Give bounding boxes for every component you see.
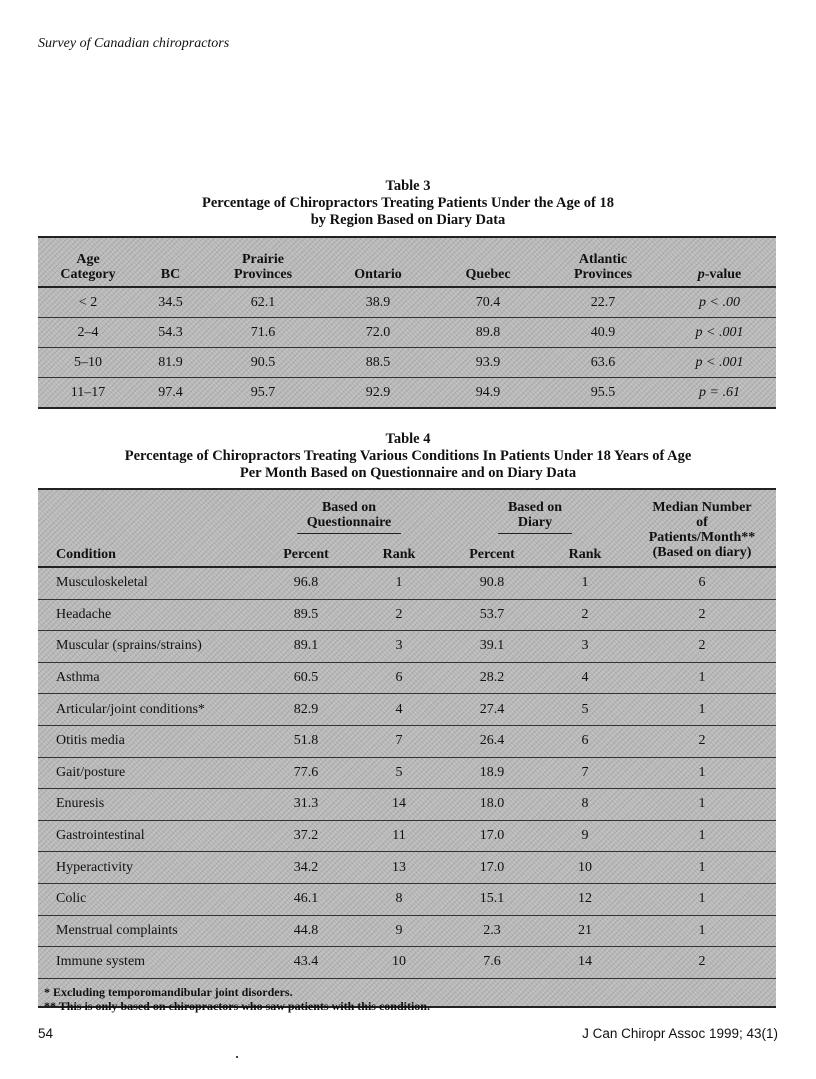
cell-median: 6	[628, 567, 776, 599]
cell-d-rank: 4	[542, 662, 628, 694]
header-percent-questionnaire: Percent	[256, 534, 356, 567]
table3-header-row	[38, 238, 776, 287]
table4-title-line2: Per Month Based on Questionnaire and on Diary Data	[239, 465, 577, 481]
cell-prairie: 90.5	[203, 348, 323, 378]
table-row	[38, 757, 776, 789]
cell-d-percent: 2.3	[442, 915, 542, 947]
cell-d-rank: 1	[542, 567, 628, 599]
table3	[38, 236, 776, 409]
header-ontario: Ontario	[323, 238, 433, 287]
cell-q-rank: 5	[356, 757, 442, 789]
table4-title-line1: Percentage of Chiropractors Treating Various Conditions In Patients Under 18 Years of Age	[124, 448, 692, 464]
cell-condition: Hyperactivity	[38, 852, 256, 884]
table-row	[38, 348, 776, 378]
header-rank-diary: Rank	[542, 534, 628, 567]
cell-d-percent: 53.7	[442, 599, 542, 631]
cell-q-percent: 37.2	[256, 820, 356, 852]
cell-q-rank: 13	[356, 852, 442, 884]
cell-q-percent: 46.1	[256, 883, 356, 915]
cell-d-rank: 2	[542, 599, 628, 631]
cell-condition: Musculoskeletal	[38, 567, 256, 599]
cell-prairie: 71.6	[203, 318, 323, 348]
cell-q-rank: 14	[356, 789, 442, 821]
cell-median: 1	[628, 852, 776, 884]
cell-ontario: 38.9	[323, 287, 433, 318]
cell-q-rank: 7	[356, 725, 442, 757]
cell-q-percent: 51.8	[256, 725, 356, 757]
cell-q-percent: 34.2	[256, 852, 356, 884]
cell-median: 2	[628, 725, 776, 757]
cell-q-rank: 11	[356, 820, 442, 852]
cell-condition: Enuresis	[38, 789, 256, 821]
cell-bc: 54.3	[138, 318, 203, 348]
cell-d-rank: 14	[542, 947, 628, 979]
table4-label: Table 4	[385, 431, 431, 447]
cell-median: 2	[628, 631, 776, 663]
cell-quebec: 70.4	[433, 287, 543, 318]
header-condition: Condition	[38, 534, 256, 567]
cell-d-rank: 10	[542, 852, 628, 884]
cell-median: 1	[628, 883, 776, 915]
cell-median: 1	[628, 662, 776, 694]
cell-q-rank: 2	[356, 599, 442, 631]
cell-q-rank: 9	[356, 915, 442, 947]
footnote-double-asterisk: ** This is only based on chiropractors who saw patients with this condition.	[44, 998, 430, 1013]
cell-q-rank: 1	[356, 567, 442, 599]
header-atlantic: Atlantic Provinces	[543, 238, 663, 287]
cell-quebec: 93.9	[433, 348, 543, 378]
cell-condition: Asthma	[38, 662, 256, 694]
cell-d-percent: 28.2	[442, 662, 542, 694]
cell-d-percent: 90.8	[442, 567, 542, 599]
cell-age: < 2	[38, 287, 138, 318]
cell-bc: 97.4	[158, 384, 183, 400]
cell-d-rank: 3	[542, 631, 628, 663]
cell-d-percent: 18.9	[442, 757, 542, 789]
cell-d-percent: 17.0	[442, 820, 542, 852]
table4-footnotes	[38, 979, 776, 1017]
cell-condition: Articular/joint conditions*	[38, 694, 256, 726]
header-median-number: Median Number of Patients/Month** (Based on diary)	[628, 490, 776, 567]
table-row	[38, 852, 776, 884]
cell-d-percent: 18.0	[442, 789, 542, 821]
cell-q-rank: 8	[356, 883, 442, 915]
cell-atlantic: 63.6	[543, 348, 663, 378]
header-based-on-diary: Based on Diary	[442, 490, 628, 534]
header-age-category: Age Category	[38, 238, 138, 287]
cell-median: 2	[628, 599, 776, 631]
cell-condition: Otitis media	[38, 725, 256, 757]
cell-q-percent: 44.8	[256, 915, 356, 947]
cell-condition: Muscular (sprains/strains)	[38, 631, 256, 663]
table-row	[38, 287, 776, 318]
cell-median: 2	[628, 947, 776, 979]
table-row	[38, 820, 776, 852]
cell-quebec: 89.8	[433, 318, 543, 348]
cell-bc: 81.9	[138, 348, 203, 378]
table4-caption	[0, 431, 816, 482]
cell-p-value: p < .001	[663, 318, 776, 348]
cell-q-percent: 60.5	[256, 662, 356, 694]
cell-q-rank: 6	[356, 662, 442, 694]
header-bc: BC	[138, 238, 203, 287]
header-blank	[38, 490, 256, 534]
cell-age: 11–17	[70, 384, 106, 400]
cell-ontario: 92.9	[365, 384, 391, 400]
footnote-single-asterisk: * Excluding temporomandibular joint disorders.	[44, 984, 293, 999]
cell-condition: Headache	[38, 599, 256, 631]
cell-prairie: 95.7	[250, 384, 276, 400]
scan-speck	[236, 1056, 238, 1058]
cell-d-rank: 6	[542, 725, 628, 757]
cell-condition: Gastrointestinal	[38, 820, 256, 852]
table3-label: Table 3	[385, 178, 431, 194]
header-quebec: Quebec	[433, 238, 543, 287]
running-head: Survey of Canadian chiropractors	[38, 36, 230, 51]
cell-ontario: 72.0	[323, 318, 433, 348]
header-percent-diary: Percent	[442, 534, 542, 567]
table-row	[38, 318, 776, 348]
cell-condition: Menstrual complaints	[38, 915, 256, 947]
cell-d-percent: 15.1	[442, 883, 542, 915]
table3-title-line1: Percentage of Chiropractors Treating Patients Under the Age of 18	[202, 195, 614, 211]
cell-q-percent: 89.5	[256, 599, 356, 631]
cell-condition: Colic	[38, 883, 256, 915]
cell-q-percent: 82.9	[256, 694, 356, 726]
header-rank-questionnaire: Rank	[356, 534, 442, 567]
cell-condition: Gait/posture	[38, 757, 256, 789]
table-row	[38, 599, 776, 631]
cell-age: 2–4	[38, 318, 138, 348]
cell-q-rank: 3	[356, 631, 442, 663]
cell-q-percent: 77.6	[256, 757, 356, 789]
table-row	[38, 883, 776, 915]
cell-q-percent: 43.4	[256, 947, 356, 979]
cell-median: 1	[628, 757, 776, 789]
cell-d-rank: 8	[542, 789, 628, 821]
cell-atlantic: 22.7	[543, 287, 663, 318]
cell-d-percent: 17.0	[442, 852, 542, 884]
table-row	[38, 947, 776, 979]
cell-bc: 34.5	[138, 287, 203, 318]
cell-ontario: 88.5	[323, 348, 433, 378]
header-prairie: Prairie Provinces	[203, 238, 323, 287]
table-row	[38, 694, 776, 726]
cell-q-percent: 31.3	[256, 789, 356, 821]
cell-median: 1	[628, 820, 776, 852]
table-row	[38, 378, 776, 408]
cell-condition: Immune system	[38, 947, 256, 979]
table4	[38, 488, 776, 1013]
cell-d-rank: 7	[542, 757, 628, 789]
table-row	[38, 662, 776, 694]
cell-d-percent: 7.6	[442, 947, 542, 979]
cell-d-percent: 27.4	[442, 694, 542, 726]
cell-p-value: p < .00	[663, 287, 776, 318]
cell-d-percent: 26.4	[442, 725, 542, 757]
cell-p-value: p = .61	[699, 384, 740, 400]
cell-age: 5–10	[38, 348, 138, 378]
cell-d-rank: 12	[542, 883, 628, 915]
table-row	[38, 789, 776, 821]
cell-median: 1	[628, 915, 776, 947]
table-row	[38, 567, 776, 599]
header-p-value: p-value	[663, 238, 776, 287]
cell-q-percent: 96.8	[256, 567, 356, 599]
cell-d-rank: 9	[542, 820, 628, 852]
cell-d-percent: 39.1	[442, 631, 542, 663]
cell-atlantic: 95.5	[590, 384, 616, 400]
cell-prairie: 62.1	[203, 287, 323, 318]
cell-atlantic: 40.9	[543, 318, 663, 348]
journal-citation: J Can Chiropr Assoc 1999; 43(1)	[582, 1026, 778, 1041]
cell-q-percent: 89.1	[256, 631, 356, 663]
cell-d-rank: 5	[542, 694, 628, 726]
cell-q-rank: 10	[356, 947, 442, 979]
header-based-on-questionnaire: Based on Questionnaire	[256, 490, 442, 534]
table-row	[38, 915, 776, 947]
table4-group-header-row	[38, 490, 776, 534]
page-number: 54	[38, 1026, 54, 1041]
cell-p-value: p < .001	[663, 348, 776, 378]
cell-median: 1	[628, 694, 776, 726]
cell-d-rank: 21	[542, 915, 628, 947]
cell-q-rank: 4	[356, 694, 442, 726]
table3-title-line2: by Region Based on Diary Data	[310, 212, 506, 228]
cell-quebec: 94.9	[475, 384, 501, 400]
cell-median: 1	[628, 789, 776, 821]
table-row	[38, 631, 776, 663]
table3-caption	[0, 178, 816, 229]
table-row	[38, 725, 776, 757]
